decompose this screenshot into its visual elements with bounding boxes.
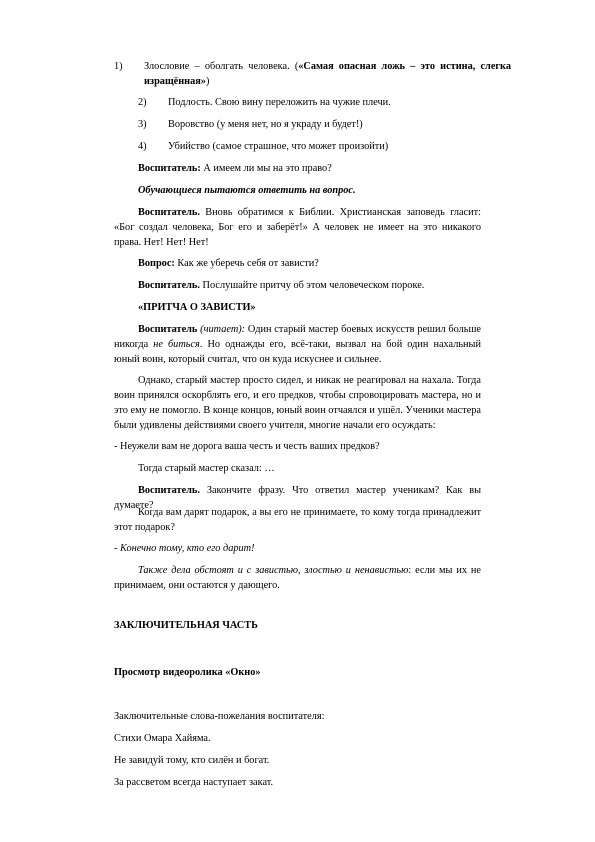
- poem-text: За рассветом всегда наступает закат.: [114, 777, 274, 788]
- paragraph-italic: не биться: [153, 339, 200, 350]
- paragraph-18: [114, 731, 481, 746]
- answer-line: - Конечно тому, кто его дарит!: [114, 543, 255, 554]
- speaker-label: Воспитатель: [138, 324, 198, 335]
- paragraph-text: Один старый мастер боевых искусств решил больше никогда: [114, 324, 481, 350]
- parable-title: [114, 300, 481, 315]
- paragraph-8: [114, 373, 481, 433]
- paragraph-text: : если мы их не принимаем, они остаются у дающего.: [114, 565, 481, 591]
- section-heading: «ПРИТЧА О ЗАВИСТИ»: [138, 302, 256, 313]
- poem-line-2: [114, 775, 481, 790]
- list-text: Подлость. Свою вину переложить на чужие плечи.: [168, 97, 391, 108]
- dialogue-line: - Неужели вам не дорога ваша честь и честь ваших предков?: [114, 441, 380, 452]
- paragraph-2: [114, 183, 481, 198]
- stage-direction: Обучающиеся пытаются ответить на вопрос.: [138, 185, 356, 196]
- paragraph-text: Как же уберечь себя от зависти?: [174, 258, 319, 269]
- paragraph-10: [114, 461, 481, 476]
- paragraph-12: [114, 505, 481, 535]
- paragraph-text: Послушайте притчу об этом человеческом пороке.: [199, 280, 425, 291]
- list-number: 1): [114, 61, 123, 72]
- speaker-label: Вопрос:: [138, 258, 175, 269]
- poem-line-1: [114, 753, 481, 768]
- paragraph-14: [114, 563, 481, 593]
- paragraph-text: Когда вам дарят подарок, а вы его не принимаете, то кому тогда принадлежит этот подарок?: [114, 507, 481, 533]
- section-heading: ЗАКЛЮЧИТЕЛЬНАЯ ЧАСТЬ: [114, 620, 258, 631]
- list-item-2: [114, 95, 481, 110]
- paragraph-text: Заключительные слова-пожелания воспитателя:: [114, 711, 325, 722]
- list-number: 4): [138, 141, 147, 152]
- paragraph-italic: Также дела обстоят и с завистью, злостью и ненавистью: [138, 565, 409, 576]
- paragraph-5: [114, 278, 481, 293]
- paragraph-7: [114, 322, 481, 367]
- list-text: Воровство (у меня нет, но я украду и будет!): [168, 119, 363, 130]
- list-quote: «Самая опасная ложь – это истина, слегка изращённая»: [144, 61, 511, 87]
- stage-note: (читает):: [197, 324, 246, 335]
- paragraph-text: Тогда старый мастер сказал: …: [138, 463, 275, 474]
- list-number: 2): [138, 97, 147, 108]
- list-text: Злословие – оболгать человека. (: [144, 61, 299, 72]
- subheading: Просмотр видеоролика «Окно»: [114, 667, 261, 678]
- video-title: [114, 665, 481, 680]
- paragraph-text: Стихи Омара Хайяма.: [114, 733, 211, 744]
- list-number: 3): [138, 119, 147, 130]
- list-item-1: [114, 59, 511, 89]
- paragraph-text: Закончите фразу. Что ответил мастер ученикам? Как вы думаете?: [114, 485, 481, 511]
- paragraph-9: [114, 439, 481, 454]
- paragraph-4: [114, 256, 481, 271]
- poem-text: Не завидуй тому, кто силён и богат.: [114, 755, 270, 766]
- paragraph-text: Вновь обратимся к Библии. Христианская заповедь гласит: «Бог создал человека, Бог его и заберёт!» А человек не имеет на это никакого права. Нет! Нет! Нет!: [114, 207, 481, 248]
- paragraph-text: А имеем ли мы на это право?: [200, 163, 332, 174]
- list-text: Убийство (самое страшное, что может произойти): [168, 141, 389, 152]
- list-item-3: [114, 117, 481, 132]
- speaker-label: Воспитатель.: [138, 280, 200, 291]
- speaker-label: Воспитатель:: [138, 163, 201, 174]
- paragraph-17: [114, 709, 481, 724]
- section-title-conclusion: [114, 618, 481, 633]
- speaker-label: Воспитатель.: [138, 485, 200, 496]
- list-text-end: ): [205, 76, 210, 87]
- speaker-label: Воспитатель.: [138, 207, 200, 218]
- paragraph-3: [114, 205, 481, 250]
- paragraph-13: [114, 541, 481, 556]
- paragraph-1: [114, 161, 481, 176]
- list-item-4: [114, 139, 481, 154]
- paragraph-text: Однако, старый мастер просто сидел, и никак не реагировал на нахала. Тогда воин принялся оскорблять его, и его предков, чтобы спровоцировать мастера, но и это ему не помогло. В конце концов, юный воин отчаялся и ушёл. Ученики мастера были удивлены действиями своего учителя, многие начали его осуждать:: [114, 375, 481, 431]
- paragraph-text-end: . Но однажды его, всё-таки, вызвал на бой один нахальный юный воин, который считал, что он куда искуснее и сильнее.: [114, 339, 481, 365]
